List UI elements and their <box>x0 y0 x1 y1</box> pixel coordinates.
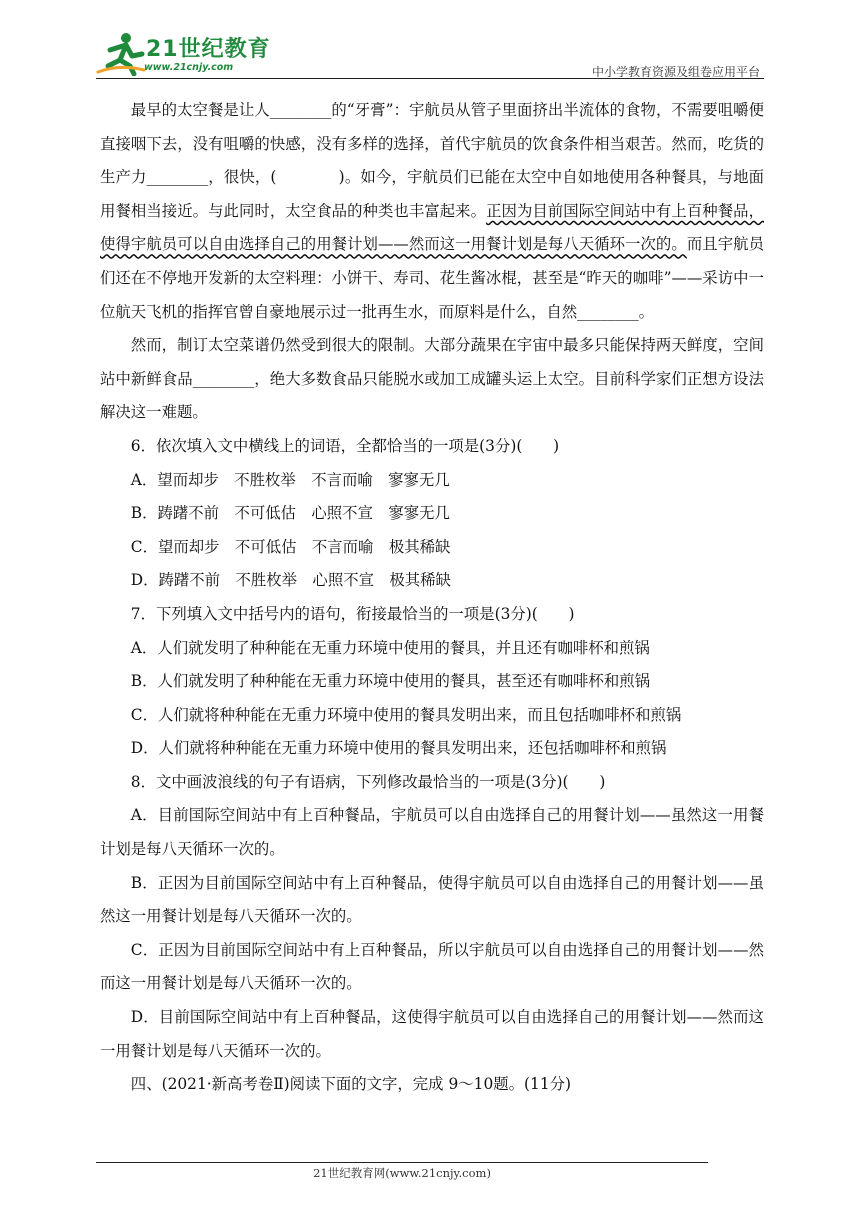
question-8 <box>100 766 764 1068</box>
option-a: A．望而却步 不胜枚举 不言而喻 寥寥无几 <box>130 470 450 489</box>
section-four-heading: 四、(2021·新高考卷Ⅱ)阅读下面的文字，完成 9～10题。(11分) <box>130 1075 572 1094</box>
option-a: A．人们就发明了种种能在无重力环境中使用的餐具，并且还有咖啡杯和煎锅 <box>130 638 650 657</box>
wavy-underlined-sentence: 正因为目前国际空间站中有上百种餐品，使得宇航员可以自由选择自己的用餐计划——然而这一用餐计划是每八天循环一次的。 <box>100 201 764 254</box>
document-body <box>100 94 764 1102</box>
option-b: B．人们就发明了种种能在无重力环境中使用的餐具，甚至还有咖啡杯和煎锅 <box>130 672 650 691</box>
question-stem: 8．文中画波浪线的句子有语病，下列修改最恰当的一项是(3分)( ) <box>130 772 606 791</box>
logo-text: 21世纪教育 <box>146 37 271 62</box>
passage-paragraph-1 <box>100 94 764 329</box>
option-c: C．望而却步 不可低估 不言而喻 极其稀缺 <box>130 537 451 556</box>
logo-url: www.21cnjy.com <box>144 62 234 73</box>
passage-text: 最早的太空餐是让人________的“牙膏”：宇航员从管子里面挤出半流体的食物，不需要咀嚼便直接咽下去，没有咀嚼的快感，没有多样的选择，首代宇航员的饮食条件相当艰苦。然而，吃货的生产力________，很快，( )。如今，宇航员们已能在太空中自如地使用各种餐具，与地面用餐相当接近。与此同时，太空食品的种类也丰富起来。 <box>100 101 764 220</box>
passage-paragraph-2: 然而，制订太空菜谱仍然受到很大的限制。大部分蔬果在宇宙中最多只能保持两天鲜度，空间站中新鲜食品________，绝大多数食品只能脱水或加工成罐头运上太空。目前科学家们正想方设法解决这一难题。 <box>100 336 764 422</box>
option-d: D．人们就将种种能在无重力环境中使用的餐具发明出来，还包括咖啡杯和煎锅 <box>130 739 667 758</box>
runner-logo-icon <box>96 30 146 76</box>
option-d: D．踌躇不前 不胜枚举 心照不宣 极其稀缺 <box>130 571 451 590</box>
page-footer: 21世纪教育网(www.21cnjy.com) <box>313 1166 491 1180</box>
question-stem: 6．依次填入文中横线上的词语，全都恰当的一项是(3分)( ) <box>130 436 560 455</box>
footer-divider <box>96 1162 708 1163</box>
option-d: D．目前国际空间站中有上百种餐品，这使得宇航员可以自由选择自己的用餐计划——然而这一用餐计划是每八天循环一次的。 <box>100 1008 764 1060</box>
option-b: B．正因为目前国际空间站中有上百种餐品，使得宇航员可以自由选择自己的用餐计划——虽然这一用餐计划是每八天循环一次的。 <box>100 873 764 926</box>
option-b: B．踌躇不前 不可低估 心照不宣 寥寥无几 <box>130 504 450 523</box>
page-header <box>96 30 764 80</box>
question-7 <box>100 598 764 766</box>
option-a: A．目前国际空间站中有上百种餐品，宇航员可以自由选择自己的用餐计划——虽然这一用餐计划是每八天循环一次的。 <box>100 806 764 859</box>
header-divider <box>96 78 764 79</box>
question-6 <box>100 430 764 598</box>
header-tagline: 中小学教育资源及组卷应用平台 <box>591 65 760 79</box>
passage-text: 而且宇航员们还在不停地开发新的太空料理：小饼干、寿司、花生酱冰棍，甚至是“昨天的咖啡”——采访中一位航天飞机的指挥官曾自豪地展示过一批再生水，而原料是什么，自然________。 <box>100 235 764 321</box>
logo <box>96 30 271 78</box>
question-stem: 7．下列填入文中括号内的语句，衔接最恰当的一项是(3分)( ) <box>130 604 575 623</box>
option-c: C．正因为目前国际空间站中有上百种餐品，所以宇航员可以自由选择自己的用餐计划——然而这一用餐计划是每八天循环一次的。 <box>100 940 764 993</box>
option-c: C．人们就将种种能在无重力环境中使用的餐具发明出来，而且包括咖啡杯和煎锅 <box>130 705 682 724</box>
